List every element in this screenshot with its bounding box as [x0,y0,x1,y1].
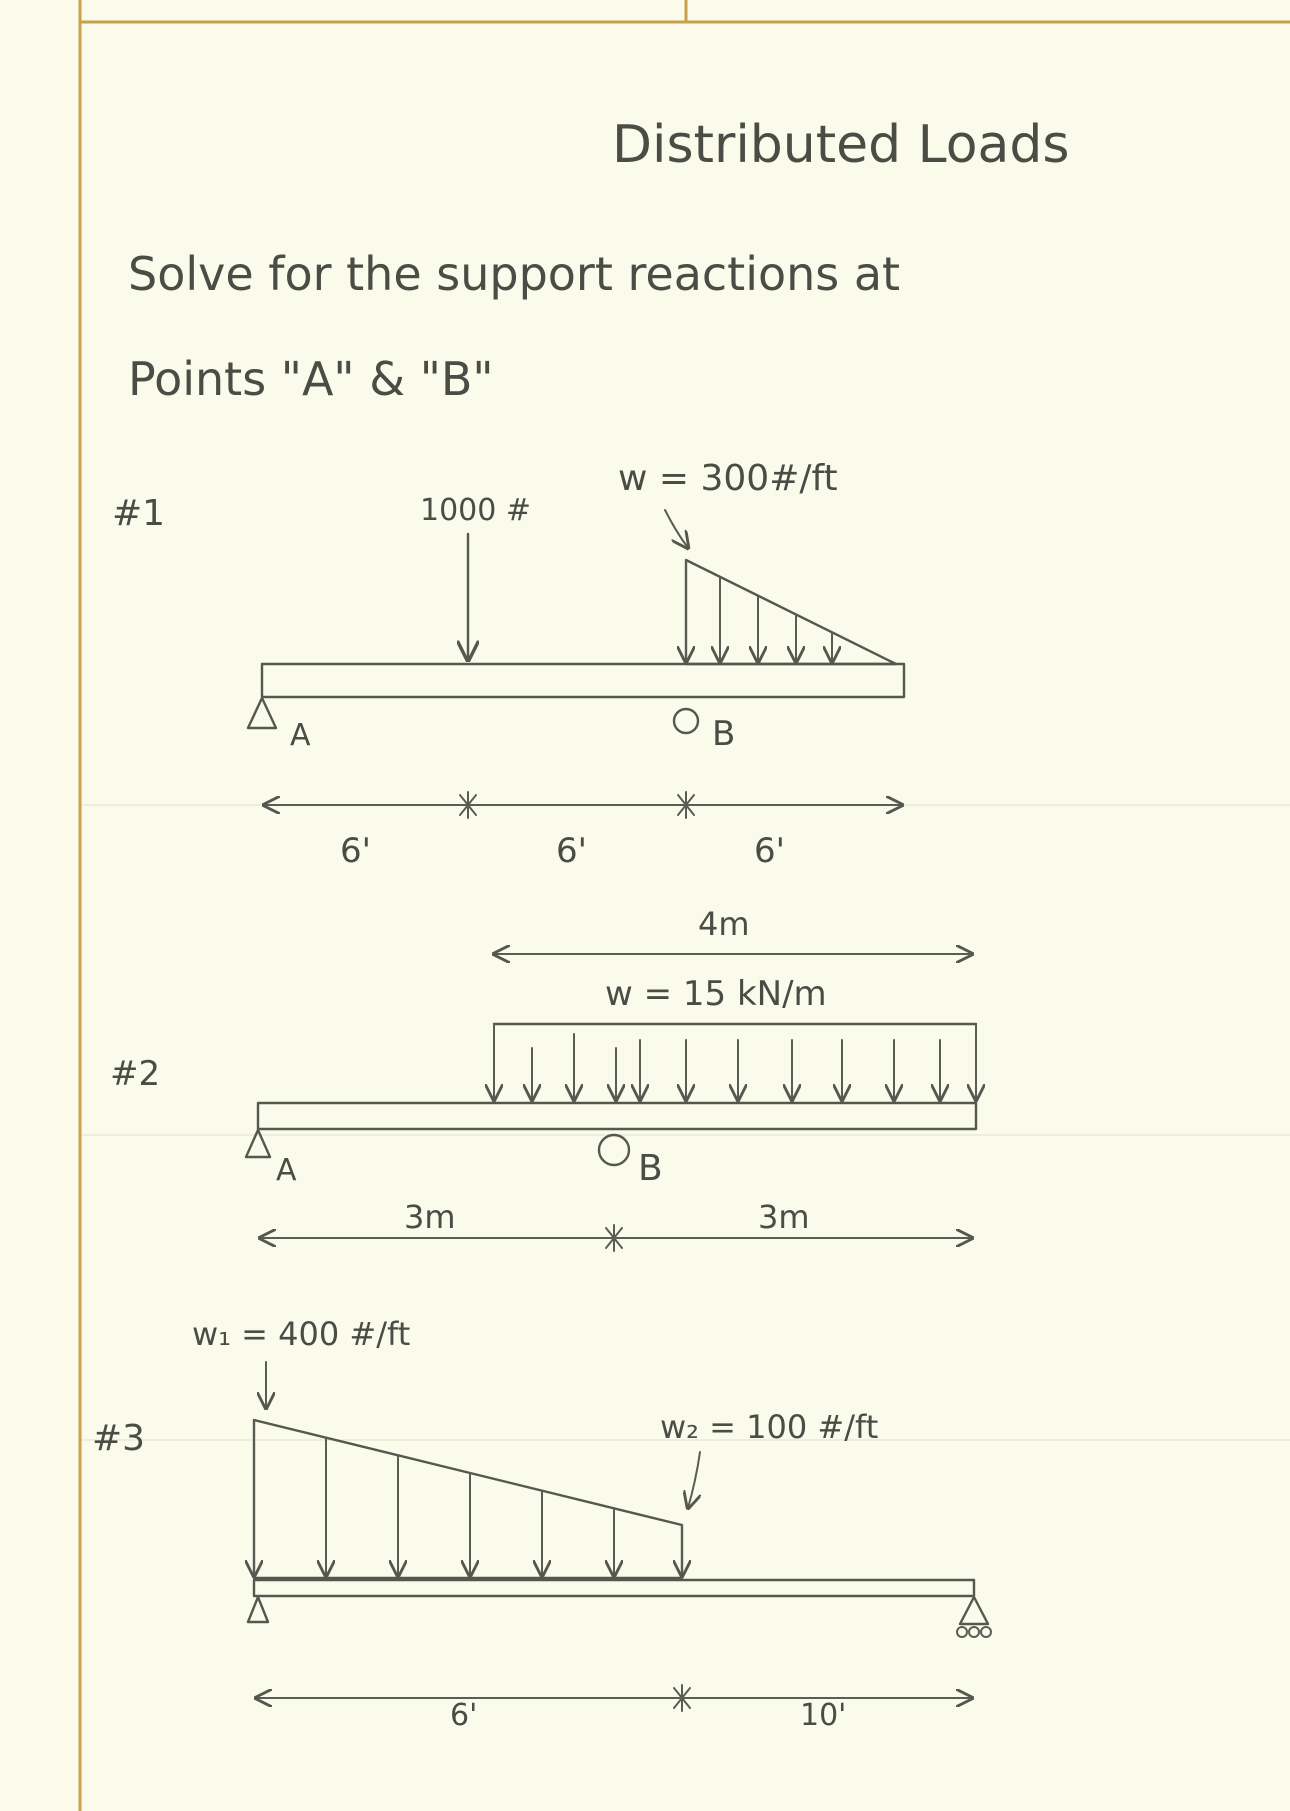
problem-3-number: #3 [92,1418,146,1459]
problem-2-load-arrows [494,1024,976,1100]
problem-3-w2-pointer-arrow [688,1452,700,1508]
problem-1-support-a-label: A [290,718,311,753]
problem-1-load-pointer-arrow [665,510,688,548]
problem-1-triangular-load [686,560,896,664]
problem-2-support-b-label: B [638,1148,663,1189]
problem-3-roller-support-right [957,1597,991,1637]
problem-3-span-2: 10' [800,1698,847,1733]
problem-1-span-3: 6' [754,831,785,871]
problem-2-beam [258,1103,976,1129]
problem-3-load-arrows [254,1420,682,1576]
problem-1-point-load-label: 1000 # [420,493,532,528]
problem-1 [112,458,904,871]
problem-1-span-1: 6' [340,831,371,871]
problem-2-distributed-load-label: w = 15 kN/m [605,974,827,1014]
problem-3-w1-label: w₁ = 400 #/ft [192,1315,411,1353]
problem-2-number: #2 [110,1054,161,1094]
instruction-line-2: Points "A" & "B" [128,352,494,406]
problem-3-span-1: 6' [450,1698,478,1733]
problem-3-pin-support-left [248,1597,268,1622]
problem-3-trapezoidal-load [254,1420,682,1578]
problem-3 [92,1315,991,1733]
problem-2-span-2: 3m [758,1198,810,1236]
problem-1-number: #1 [112,493,166,534]
problem-1-distributed-load-label: w = 300#/ft [618,458,838,499]
problem-1-beam [262,664,904,697]
problem-3-beam [254,1580,974,1596]
problem-2 [110,905,976,1251]
problem-3-w2-label: w₂ = 100 #/ft [660,1408,879,1446]
problem-2-span-1: 3m [404,1198,456,1236]
page-title: Distributed Loads [612,115,1070,175]
problem-2-load-span-label: 4m [698,905,750,943]
problem-2-support-a-label: A [276,1153,297,1188]
problem-1-support-b-label: B [712,714,736,754]
problem-2-pin-support-a [246,1130,270,1157]
problem-1-span-2: 6' [556,831,587,871]
instruction-line-1: Solve for the support reactions at [128,247,901,301]
problem-1-pin-support-a [248,698,276,728]
problem-1-roller-support-b [674,709,698,733]
problem-2-roller-support-b [599,1135,629,1165]
problem-1-load-arrows [686,560,832,662]
